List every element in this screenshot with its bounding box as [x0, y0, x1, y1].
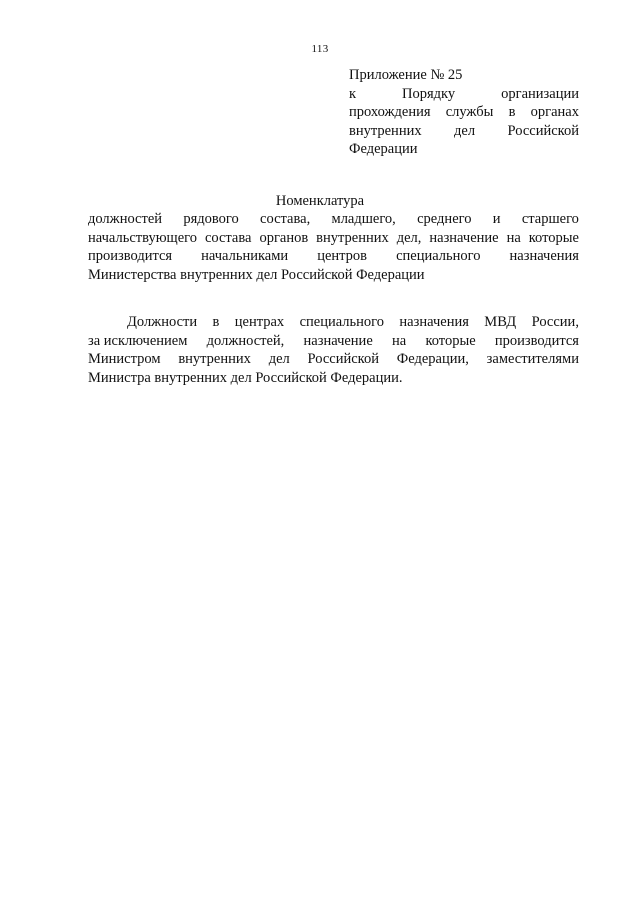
- word: назначение: [429, 229, 499, 246]
- appendix-line-5: Федерации: [349, 141, 418, 157]
- word: состава,: [260, 211, 311, 227]
- body-line-3: [88, 350, 579, 369]
- word: которые: [528, 229, 579, 246]
- subtitle-line-2: [88, 229, 579, 248]
- word: центрах: [234, 314, 285, 330]
- word: России,: [531, 314, 579, 330]
- word: дел: [268, 351, 290, 367]
- word: Федерации,: [396, 351, 469, 367]
- word: старшего: [521, 211, 579, 227]
- word: внутренних: [316, 229, 389, 246]
- word: МВД: [484, 314, 517, 330]
- word: и: [492, 211, 501, 227]
- word: органах: [530, 104, 579, 120]
- word: в: [212, 314, 220, 330]
- word: младшего,: [331, 211, 396, 227]
- word: назначения: [399, 314, 469, 330]
- word: за исключением: [88, 332, 188, 349]
- word: внутренних: [349, 122, 422, 139]
- subtitle-line-4: Министерства внутренних дел Российской Федерации: [88, 266, 425, 283]
- word: специального: [396, 248, 481, 264]
- appendix-number: Приложение № 25: [349, 67, 463, 83]
- word: должностей,: [206, 332, 285, 349]
- appendix-line-3: [349, 103, 579, 122]
- word: Российской: [507, 122, 579, 139]
- word: на: [506, 229, 521, 246]
- word: которые: [425, 332, 476, 349]
- word: к: [349, 85, 357, 102]
- word: дел,: [396, 229, 422, 246]
- word: органов: [259, 229, 309, 246]
- word: внутренних: [178, 351, 251, 367]
- word: организации: [501, 85, 579, 102]
- appendix-header: [349, 66, 579, 159]
- word: Должности: [127, 314, 198, 330]
- word: на: [392, 332, 407, 349]
- body-line-4: Министра внутренних дел Российской Федерации.: [88, 369, 403, 386]
- document-subtitle: [88, 210, 579, 284]
- word: рядового: [183, 211, 239, 227]
- word: производится: [494, 332, 579, 349]
- word: специального: [299, 314, 385, 330]
- word: производится: [88, 248, 173, 264]
- word: назначения: [509, 248, 579, 264]
- subtitle-line-1: [88, 210, 579, 229]
- appendix-line-2: [349, 85, 579, 104]
- word: службы: [445, 104, 494, 120]
- word: назначение: [303, 332, 373, 349]
- word: центров: [317, 248, 368, 264]
- word: в: [508, 104, 516, 120]
- word: состава: [204, 229, 252, 246]
- subtitle-line-3: [88, 247, 579, 266]
- page-number: 113: [311, 43, 329, 55]
- body-line-2: [88, 332, 579, 351]
- word: начальствующего: [88, 229, 197, 246]
- word: среднего: [417, 211, 472, 227]
- word: Порядку: [402, 85, 456, 102]
- word: начальниками: [201, 248, 289, 264]
- word: заместителями: [486, 351, 579, 367]
- word: Российской: [307, 351, 379, 367]
- word: должностей: [88, 211, 163, 227]
- word: прохождения: [349, 104, 431, 120]
- body-paragraph: [88, 313, 579, 387]
- body-line-1: [88, 313, 579, 332]
- document-title: Номенклатура: [275, 193, 365, 209]
- appendix-line-4: [349, 122, 579, 141]
- word: Министром: [88, 351, 161, 367]
- word: дел: [454, 122, 476, 139]
